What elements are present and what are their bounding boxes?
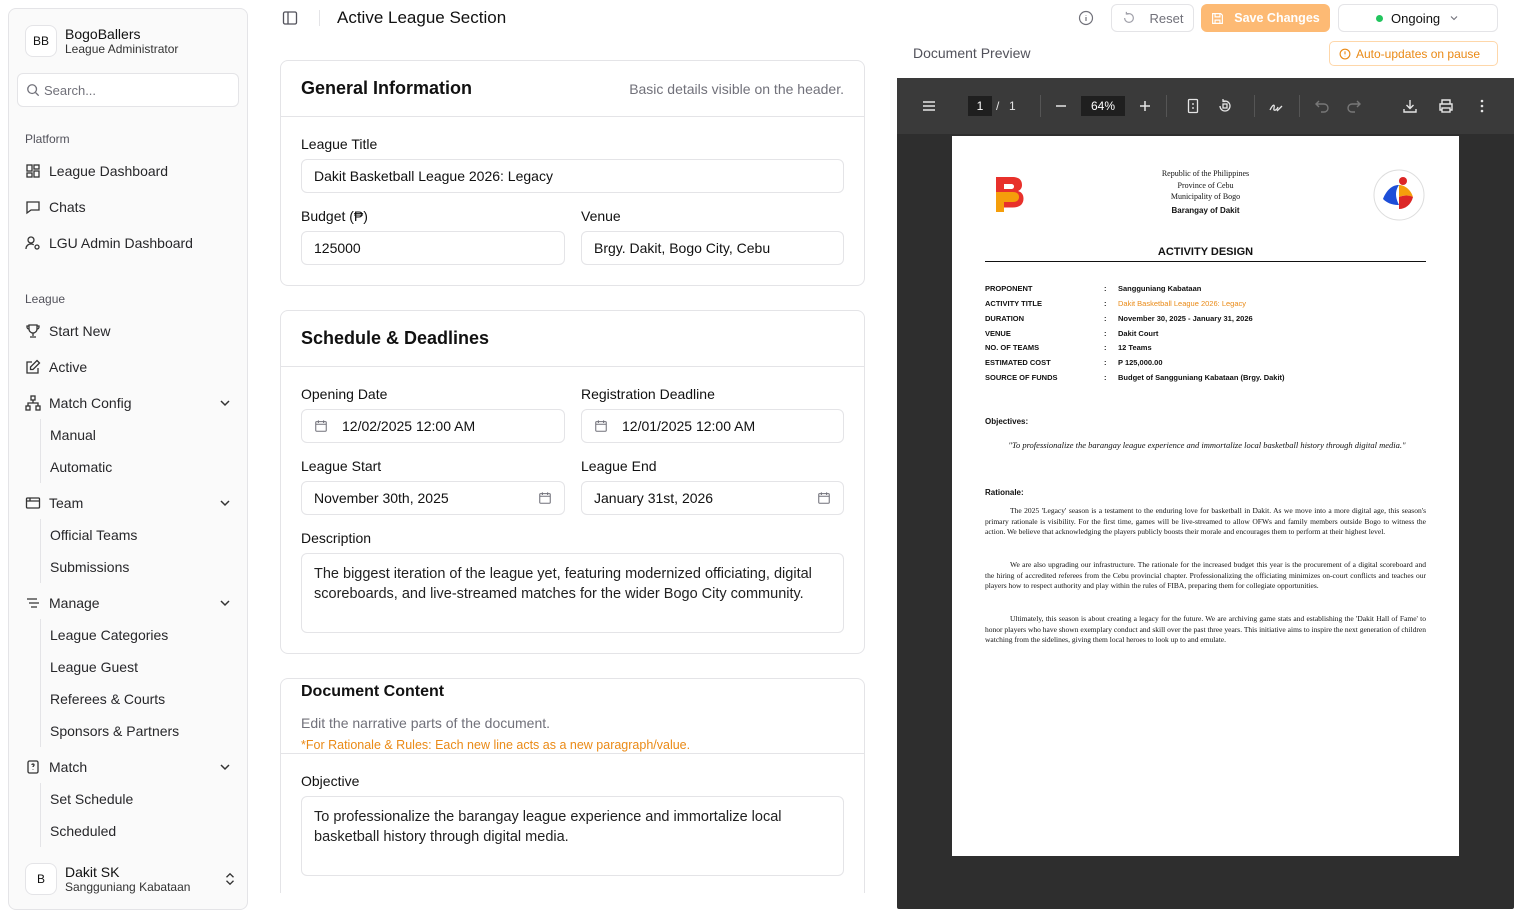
rationale-paragraph: We are also upgrading our infrastructure. The rationale for the increased budget this year is the procurement of a digital scoreboard and the hiring of accredited referees from the Cebu provincial chapter. Professionalizing the officiating minimizes on-court conflicts and teaches our players how to respect authority and play within the rules of FIBA, preparing them for collegiate opportunities. — [985, 560, 1426, 591]
toolbar-divider — [1254, 95, 1255, 117]
list-icon — [25, 595, 41, 611]
brand-avatar: BB — [25, 25, 57, 57]
card-title: Document Content — [301, 683, 445, 700]
doc-field-key: VENUE — [985, 329, 1011, 338]
doc-field-row — [985, 358, 1163, 367]
doc-field-key: ACTIVITY TITLE — [985, 299, 1042, 308]
card-description: Basic details visible on the header. — [629, 80, 844, 97]
chevron-down-icon — [217, 495, 233, 511]
sidebar-subitem-referees-courts[interactable]: Referees & Courts — [50, 691, 166, 707]
calendar-icon — [538, 491, 552, 505]
doc-field-colon: : — [1104, 284, 1107, 293]
sidebar-subitem-official-teams[interactable]: Official Teams — [50, 527, 138, 543]
toolbar-divider — [1166, 95, 1167, 117]
sidebar-item-label: Manage — [49, 595, 100, 611]
redo-icon[interactable] — [1346, 98, 1362, 114]
sidebar-item-label: Start New — [49, 323, 111, 339]
doc-field-colon: : — [1104, 329, 1107, 338]
network-icon — [25, 395, 41, 411]
sidebar-subitem-scheduled[interactable]: Scheduled — [50, 823, 117, 839]
calendar-icon — [817, 491, 831, 505]
page-total: 1 — [1009, 99, 1016, 113]
opening-date-value: 12/02/2025 12:00 AM — [342, 418, 476, 434]
search-input[interactable] — [17, 73, 239, 107]
search-placeholder: Search... — [44, 82, 97, 98]
document-header — [952, 168, 1459, 216]
dashboard-icon — [25, 163, 41, 179]
sidebar-subitem-set-schedule[interactable]: Set Schedule — [50, 791, 134, 807]
card-title: Schedule & Deadlines — [301, 328, 490, 348]
sidebar-subitem-league-categories[interactable]: League Categories — [50, 627, 169, 643]
sidebar-item-start-new[interactable] — [17, 315, 241, 347]
budget-label: Budget (₱) — [301, 208, 368, 224]
more-vertical-icon[interactable] — [1474, 98, 1490, 114]
chat-icon — [25, 199, 41, 215]
objectives-heading: Objectives: — [985, 417, 1029, 426]
page-separator: / — [996, 99, 1000, 113]
reset-button[interactable] — [1111, 4, 1194, 32]
card-divider — [281, 753, 864, 754]
doc-field-value: Dakit Court — [1118, 329, 1159, 338]
sidebar-toggle-icon[interactable] — [282, 10, 298, 26]
zoom-in-icon[interactable] — [1137, 98, 1153, 114]
toolbar-divider — [1299, 95, 1300, 117]
league-start-value: November 30th, 2025 — [314, 490, 449, 506]
sidebar-subitem-manual[interactable]: Manual — [50, 427, 96, 443]
user-menu[interactable] — [17, 857, 241, 901]
print-icon[interactable] — [1438, 98, 1454, 114]
gov-line-3: Municipality of Bogo — [1170, 192, 1241, 201]
chevron-down-icon — [217, 595, 233, 611]
doc-field-value: Sangguniang Kabataan — [1118, 284, 1202, 293]
sidebar-item-league-dashboard[interactable] — [17, 155, 241, 187]
doc-field-row — [985, 284, 1201, 293]
doc-field-colon: : — [1104, 299, 1107, 308]
sidebar-item-label: League Dashboard — [49, 163, 169, 179]
registration-deadline-input[interactable] — [581, 409, 844, 443]
submenu-line — [40, 419, 41, 483]
doc-field-key: PROPONENT — [985, 284, 1033, 293]
objective-label: Objective — [301, 773, 360, 789]
trophy-icon — [25, 323, 41, 339]
rationale-paragraph: Ultimately, this season is about creating a legacy for the future. We are archiving game stats and establishing the 'Dakit Hall of Fame' to honor players who have shown exemplary conduct and skill over the past three years. This initiative aims to inspire the next generation of children watching from the sidelines, giving them local heroes to look up to and emulate. — [985, 614, 1426, 645]
submenu-line — [40, 619, 41, 747]
card-description: Edit the narrative parts of the document. — [301, 715, 551, 731]
status-select[interactable] — [1338, 4, 1498, 32]
description-label: Description — [301, 530, 372, 546]
user-org: Sangguniang Kabataan — [65, 880, 191, 894]
page-title: Active League Section — [337, 8, 507, 27]
doc-field-row — [985, 299, 1246, 308]
sidebar-subitem-submissions[interactable]: Submissions — [50, 559, 130, 575]
doc-field-row — [985, 373, 1285, 382]
doc-field-row — [985, 329, 1158, 338]
clipboard-icon — [25, 759, 41, 775]
doc-field-value: Dakit Basketball League 2026: Legacy — [1118, 299, 1247, 308]
submenu-line — [40, 519, 41, 583]
sidebar-item-manage[interactable] — [17, 587, 241, 619]
schedule-card — [280, 310, 865, 654]
user-avatar: B — [25, 863, 57, 895]
doc-field-colon: : — [1104, 373, 1107, 382]
sidebar-item-active[interactable] — [17, 351, 241, 383]
menu-icon[interactable] — [921, 98, 937, 114]
doc-field-value: November 30, 2025 - January 31, 2026 — [1118, 314, 1253, 323]
top-header — [268, 0, 1522, 36]
auto-updates-badge — [1329, 41, 1498, 66]
brand-role: League Administrator — [65, 42, 179, 56]
sidebar-item-label: Active — [49, 359, 88, 375]
save-icon — [1211, 12, 1224, 25]
reset-icon — [1122, 11, 1136, 25]
save-label: Save Changes — [1234, 11, 1320, 25]
content-note: *For Rationale & Rules: Each new line acts as a new paragraph/value. — [301, 738, 691, 752]
chevrons-up-down-icon — [223, 872, 237, 886]
league-end-value: January 31st, 2026 — [594, 490, 714, 506]
doc-field-key: SOURCE OF FUNDS — [985, 373, 1058, 382]
doc-field-row — [985, 314, 1253, 323]
submenu-line — [40, 783, 41, 847]
document-content-card — [280, 678, 865, 893]
header-divider — [319, 10, 320, 26]
doc-field-value: Budget of Sangguniang Kabataan (Brgy. Dakit) — [1118, 373, 1285, 382]
reset-label: Reset — [1149, 10, 1184, 26]
sidebar-item-label: Match Config — [49, 395, 132, 411]
pdf-viewer — [897, 78, 1514, 909]
sidebar-item-match[interactable] — [17, 751, 241, 783]
description-textarea[interactable]: The biggest iteration of the league yet, featuring modernized officiating, digital scoreboards, and live-streamed matches for the wider Bogo City community. — [301, 553, 844, 633]
calendar-icon — [594, 419, 608, 433]
info-icon[interactable] — [1078, 10, 1094, 26]
sidebar-item-label: Team — [49, 495, 84, 511]
league-title-input[interactable]: Dakit Basketball League 2026: Legacy — [301, 159, 844, 193]
gov-line-1: Republic of the Philippines — [1161, 169, 1250, 178]
league-title-label: League Title — [301, 136, 378, 152]
page-number-input[interactable]: 1 — [968, 96, 992, 116]
gov-line-2: Province of Cebu — [1177, 180, 1234, 190]
user-cog-icon — [25, 235, 41, 251]
objective-quote: "To professionalize the barangay league experience and immortalize local basketball history through digital media." — [1008, 440, 1406, 450]
sidebar — [8, 8, 248, 910]
zoom-level[interactable]: 64% — [1081, 96, 1125, 116]
save-button[interactable] — [1201, 4, 1330, 32]
status-value: Ongoing — [1391, 10, 1441, 26]
doc-field-row — [985, 343, 1152, 352]
venue-input[interactable]: Brgy. Dakit, Bogo City, Cebu — [581, 231, 844, 265]
opening-date-input[interactable] — [301, 409, 565, 443]
status-dot — [1376, 15, 1383, 22]
pdf-page — [952, 136, 1459, 856]
general-info-card — [280, 60, 865, 286]
league-end-picker[interactable] — [581, 481, 844, 515]
sidebar-item-label: LGU Admin Dashboard — [49, 235, 193, 251]
doc-field-value: 12 Teams — [1118, 343, 1152, 352]
user-name: Dakit SK — [65, 864, 120, 880]
undo-icon[interactable] — [1314, 98, 1330, 114]
search-icon — [26, 83, 40, 97]
brand[interactable] — [25, 25, 178, 57]
group-label-platform: Platform — [25, 132, 70, 146]
brand-name: BogoBallers — [65, 26, 141, 42]
league-start-picker[interactable] — [301, 481, 565, 515]
gov-line-4: Barangay of Dakit — [1171, 205, 1240, 215]
doc-field-value: P 125,000.00 — [1118, 358, 1163, 367]
doc-field-colon: : — [1104, 358, 1107, 367]
team-icon — [25, 495, 41, 511]
league-end-label: League End — [581, 458, 657, 474]
zoom-out-icon[interactable] — [1053, 98, 1069, 114]
sidebar-item-label: Chats — [49, 199, 86, 215]
rotate-icon[interactable] — [1217, 98, 1233, 114]
objective-textarea[interactable]: To professionalize the barangay league experience and immortalize local basketball history through digital media. — [301, 796, 844, 876]
annotate-icon[interactable] — [1268, 98, 1284, 114]
alert-circle-icon — [1339, 48, 1351, 60]
edit-icon — [25, 359, 41, 375]
sidebar-subitem-automatic[interactable]: Automatic — [50, 459, 113, 475]
sidebar-subitem-sponsors-partners[interactable]: Sponsors & Partners — [50, 723, 180, 739]
league-start-label: League Start — [301, 458, 382, 474]
document-title: ACTIVITY DESIGN — [985, 246, 1426, 262]
doc-field-key: ESTIMATED COST — [985, 358, 1051, 367]
auto-updates-text: Auto-updates on pause — [1356, 46, 1481, 61]
doc-field-key: NO. OF TEAMS — [985, 343, 1040, 352]
doc-field-colon: : — [1104, 314, 1107, 323]
download-icon[interactable] — [1402, 98, 1418, 114]
calendar-icon — [314, 419, 328, 433]
sidebar-item-match-config[interactable] — [17, 387, 241, 419]
card-title: General Information — [301, 78, 473, 98]
chevron-down-icon — [217, 759, 233, 775]
toolbar-divider — [1040, 95, 1041, 117]
document-preview-label: Document Preview — [913, 45, 1031, 61]
doc-field-key: DURATION — [985, 314, 1025, 323]
sidebar-item-lgu-admin[interactable] — [17, 227, 241, 259]
sidebar-subitem-league-guest[interactable]: League Guest — [50, 659, 138, 675]
budget-input[interactable]: 125000 — [301, 231, 565, 265]
registration-deadline-label: Registration Deadline — [581, 386, 715, 402]
registration-deadline-value: 12/01/2025 12:00 AM — [622, 418, 756, 434]
chevron-down-icon — [217, 395, 233, 411]
sidebar-item-chats[interactable] — [17, 191, 241, 223]
sidebar-item-label: Match — [49, 759, 88, 775]
venue-label: Venue — [581, 208, 621, 224]
opening-date-label: Opening Date — [301, 386, 388, 402]
rationale-heading: Rationale: — [985, 488, 1024, 497]
doc-field-colon: : — [1104, 343, 1107, 352]
rationale-paragraph: The 2025 'Legacy' season is a testament to the enduring love for basketball in Dakit. As we move into a more digital age, this season's primary rationale is visibility. For the first time, games will be live-streamed to allow OFWs and family members outside Bogo to witness the action. We believe that acknowledging the players publicly boosts their morale and encourages them to perform at their highest level. — [985, 506, 1426, 537]
group-label-league: League — [25, 292, 66, 306]
sidebar-item-team[interactable] — [17, 487, 241, 519]
chevron-down-icon — [1448, 12, 1460, 24]
fit-page-icon[interactable] — [1185, 98, 1201, 114]
pdf-toolbar — [897, 78, 1514, 134]
